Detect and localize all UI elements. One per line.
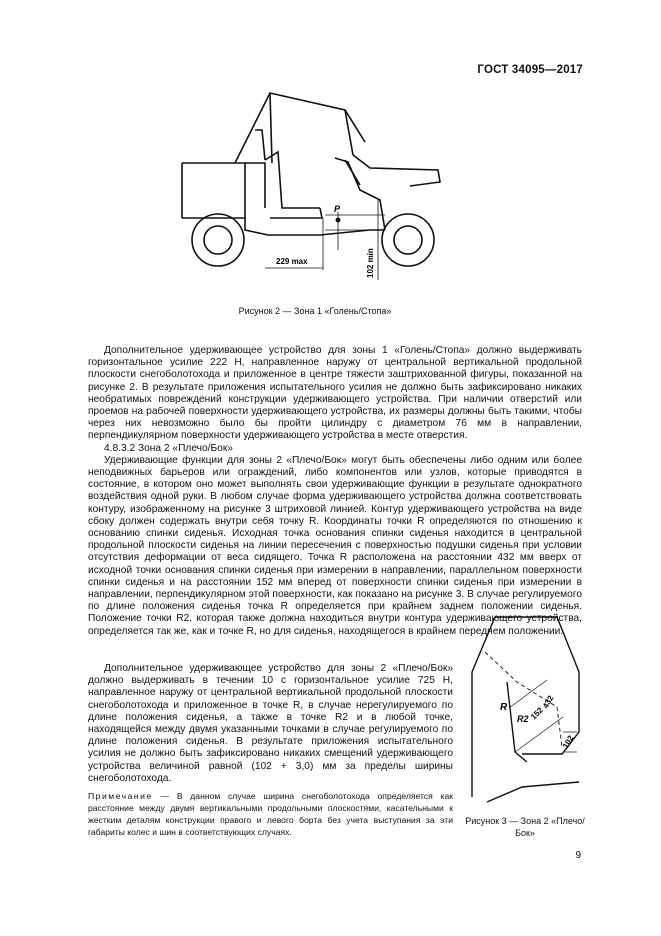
dim-152: 152 bbox=[529, 705, 545, 722]
section-heading-4-8-3-2: 4.8.3.2 Зона 2 «Плечо/Бок» bbox=[104, 442, 233, 454]
figure-2-caption: Рисунок 2 — Зона 1 «Голень/Стопа» bbox=[238, 306, 392, 316]
paragraph-zone2-force: Дополнительное удерживающее устройство для зоны 2 «Плечо/Бок» должно выдерживать в течении 10 с горизонтальное усилие 725 Н, направленное наружу от центральной вертикальной продольной плоскости снегоболотохода и приложенное в точке R, в случае нерегулируемого по длине положения сиденья, а также в точке R2 и в любой точке, находящейся между двумя указанными точками в случае регулируемого по длине положения сиденья. В результате приложения испытательного усилия не должно быть зафиксировано никаких смещений удерживающего устройства величиной равной (102 + 3,0) мм за пределы ширины снегоболотохода. bbox=[88, 663, 453, 784]
note-block bbox=[88, 790, 453, 838]
dim-432: 432 bbox=[540, 693, 556, 710]
label-r: R bbox=[500, 702, 508, 713]
dim-102-min: 102 min bbox=[366, 248, 375, 278]
dim-229-max: 229 max bbox=[276, 257, 308, 266]
paragraph-zone2-description: Удерживающие функции для зоны 2 «Плечо/Бок» могут быть обеспечены либо одним или более неподвижных барьеров или ограждений, либо компонентов или узлов, которые приводятся в состояние, в котором оно может выполнять свои удерживающие функции в результате однократного воздействия одной руки. В любом случае форма удерживающего устройства должна соответствовать контуру, изображенному на рисунке 3 штриховой линией. Контур удерживающего устройства на виде сбоку должен содержать внутри себя точку R. Координаты точки R определяются по отношению к основанию спинки сиденья. Исходная точка основания спинки сиденья находится в центральной продольной плоскости сиденья на линии пересечения с поверхностью подушки сиденья при условии отсутствия деформации от веса сидящего. Точка R расположена на расстоянии 432 мм вверх от исходной точки основания спинки сиденья при измерении в направлении, параллельном поверхности спинки сиденья и на расстоянии 152 мм вперед от поверхности спинки сиденья при измерении в направлении, перпендикулярном этой поверхности, как показано на рисунке 3. В случае регулируемого по длине положения сиденья точка R определяется при крайнем заднем положении сиденья. Положение точки R2, которая также должна находиться внутри контура удерживающего устройства, определяется так же, как и точке R, но для сиденья, находящегося в крайнем переднем положении. bbox=[88, 454, 582, 637]
label-r2: R2 bbox=[517, 714, 529, 724]
label-p: P bbox=[334, 204, 341, 214]
main-text-bottom bbox=[88, 663, 453, 785]
figure-2-vehicle-drawing bbox=[170, 90, 460, 290]
note-label: Примечание bbox=[88, 791, 153, 801]
main-text-top bbox=[88, 345, 582, 638]
document-id: ГОСТ 34095—2017 bbox=[477, 64, 583, 76]
dim-102: 102 bbox=[560, 733, 576, 750]
paragraph-zone1-force: Дополнительное удерживающее устройство для зоны 1 «Голень/Стопа» должно выдерживать горизонтальное усилие 222 Н, направленное наружу от центральной вертикальной продольной плоскости снегоболотохода и приложенное в центре тяжести заштрихованной фигуры, показанной на рисунке 2. В результате приложения испытательного усилия не должно быть зафиксировано никаких необратимых повреждений конструкции удерживающего устройства. При наличии отверстий или проемов на рабочей поверхности удерживающего устройства, их размеры должны быть такими, чтобы через них невозможно было бы пройти цилиндру с диаметром 76 мм в направлении, перпендикулярном поверхности удерживающего устройства в месте отверстия. bbox=[88, 345, 582, 442]
page-number: 9 bbox=[575, 850, 581, 861]
note-text: — В данном случае ширина снегоболотохода определяется как расстояние между двумя вертикальными продольными плоскостями, касательными к жестким деталям конструкции правого и левого борта без учета выступания за эти габариты колес и шин в соответствующих случаях. bbox=[88, 791, 454, 837]
figure-3-caption: Рисунок 3 — Зона 2 «Плечо/Бок» bbox=[465, 816, 585, 838]
figure-3-seat-drawing bbox=[467, 612, 582, 807]
